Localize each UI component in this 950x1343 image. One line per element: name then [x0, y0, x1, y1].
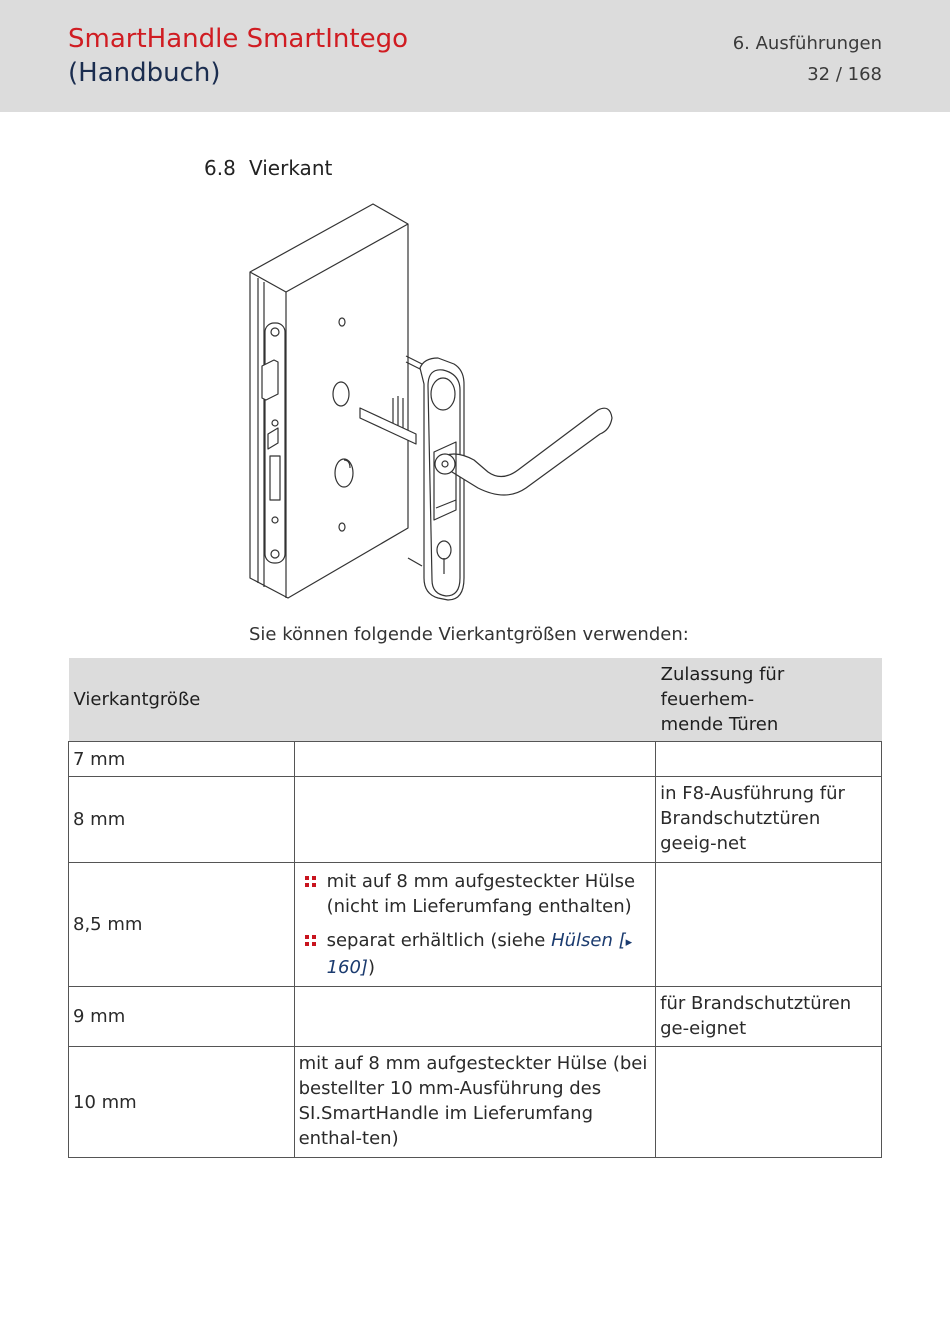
- bullet-list: [299, 869, 652, 980]
- arrow-right-icon: ▸: [625, 935, 633, 950]
- cell-approval: für Brandschutztüren ge-eignet: [656, 987, 882, 1047]
- table-header-row: [69, 658, 882, 742]
- document-title: [68, 22, 408, 90]
- table-row: [69, 742, 882, 777]
- table-row: [69, 777, 882, 863]
- cell-size: 8 mm: [69, 777, 295, 863]
- link-page: 160]: [326, 957, 368, 978]
- title-line-2: (Handbuch): [68, 58, 221, 88]
- link-close: ): [367, 957, 375, 978]
- section-heading: [204, 156, 332, 180]
- bullet-text: mit auf 8 mm aufgesteckter Hülse (nicht im Lieferumfang enthalten): [326, 871, 636, 917]
- cell-size: 10 mm: [69, 1047, 295, 1158]
- header-approval: [656, 658, 882, 742]
- intro-text: Sie können folgende Vierkantgrößen verwenden:: [249, 624, 689, 645]
- table-row: [69, 1047, 882, 1158]
- cell-approval: [656, 863, 882, 987]
- cell-size: 7 mm: [69, 742, 295, 777]
- cell-note: [294, 742, 656, 777]
- page-meta: [733, 28, 882, 90]
- cell-note: [294, 987, 656, 1047]
- cell-note: mit auf 8 mm aufgesteckter Hülse (bei bestellter 10 mm-Ausführung des SI.SmartHandle im Lieferumfang enthal-ten): [294, 1047, 656, 1158]
- cell-approval: in F8-Ausführung für Brandschutztüren geeig-net: [656, 777, 882, 863]
- page-number: 32 / 168: [807, 64, 882, 85]
- list-item: [299, 869, 652, 919]
- square-spindle-table: [68, 658, 882, 1158]
- table-row: [69, 863, 882, 987]
- lock-handle-illustration: [238, 198, 628, 608]
- page-header: [0, 0, 950, 112]
- section-number: 6.8: [204, 156, 236, 180]
- cell-size: 8,5 mm: [69, 863, 295, 987]
- link-label: Hülsen [: [551, 930, 626, 951]
- bullet-text: separat erhältlich (siehe: [326, 930, 552, 951]
- cell-approval: [656, 742, 882, 777]
- title-line-1: SmartHandle SmartIntego: [68, 24, 408, 54]
- table-row: [69, 987, 882, 1047]
- bullet-icon: [305, 935, 316, 946]
- list-item: [299, 928, 652, 980]
- chapter-label: 6. Ausführungen: [732, 33, 882, 54]
- cell-note: [294, 863, 656, 987]
- section-title: Vierkant: [249, 156, 333, 180]
- header-size: Vierkantgröße: [69, 658, 656, 742]
- cell-note: [294, 777, 656, 863]
- bullet-icon: [305, 876, 316, 887]
- header-approval-line2: mende Türen: [660, 714, 779, 735]
- cell-size: 9 mm: [69, 987, 295, 1047]
- cell-approval: [656, 1047, 882, 1158]
- header-approval-line1: Zulassung für feuerhem-: [660, 664, 785, 710]
